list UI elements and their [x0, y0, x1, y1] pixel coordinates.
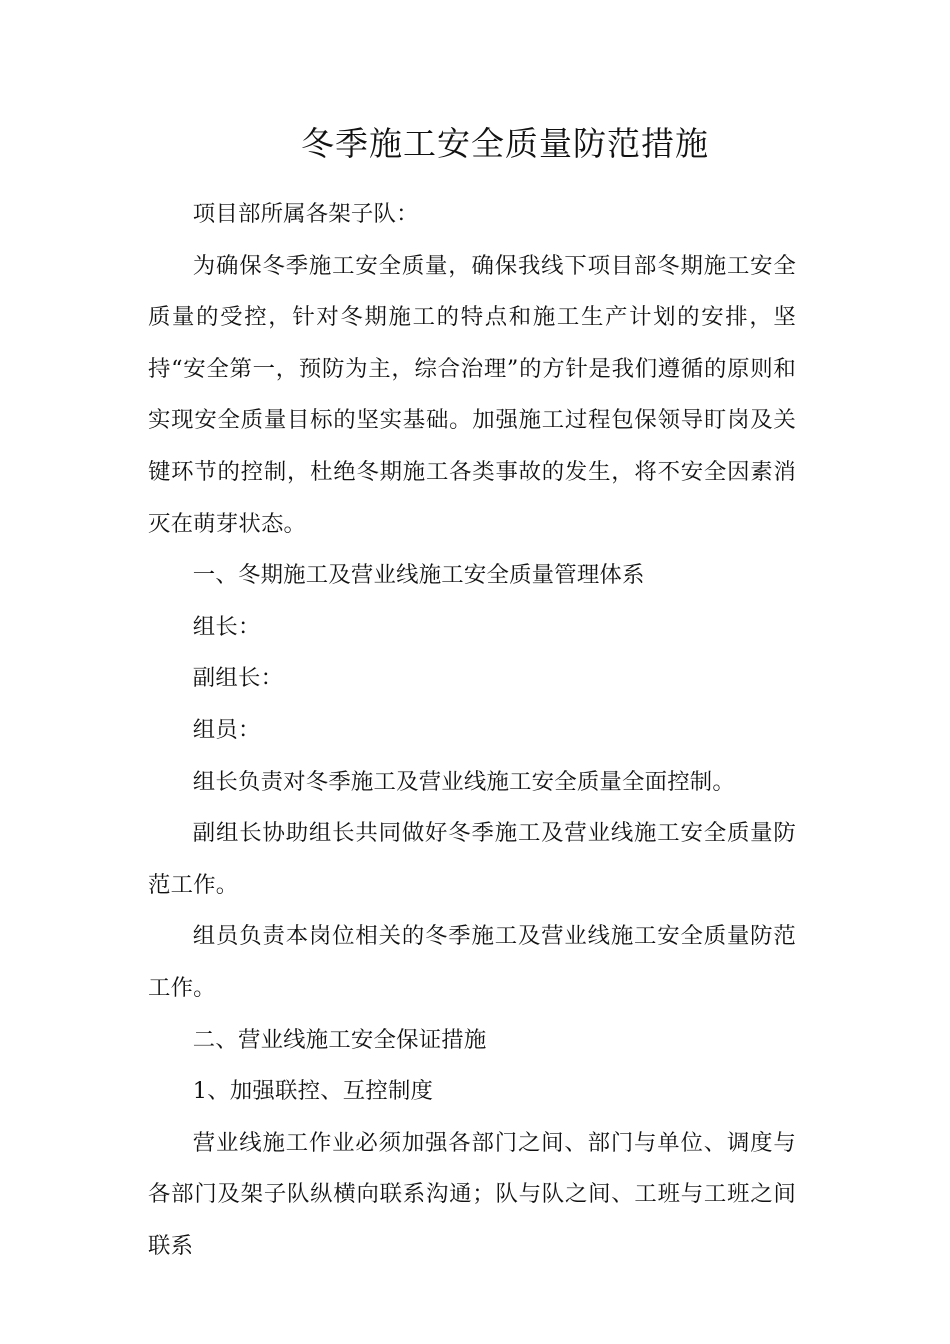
document-body	[148, 189, 796, 1272]
team-members-line: 组员：	[192, 716, 261, 743]
salutation-paragraph: 项目部所属各架子队：	[192, 201, 419, 227]
document-title: 冬季施工安全质量防范措施	[301, 124, 709, 163]
section-heading-2: 二、营业线施工安全保证措施	[192, 1026, 487, 1053]
intro-paragraph: 为确保冬季施工安全质量，确保我线下项目部冬期施工安全质量的受控，针对冬期施工的特点和施工生产计划的安排，坚持“安全第一，预防为主，综合治理”的方针是我们遵循的原则和实现安全质量目标的坚实基础。加强施工过程包保领导盯岗及关键环节的控制，杜绝冬期施工各类事故的发生，将不安全因素消灭在萌芽状态。	[148, 252, 796, 537]
deputy-leader-line: 副组长：	[192, 665, 284, 692]
leader-duty-paragraph: 组长负责对冬季施工及营业线施工安全质量全面控制。	[192, 768, 735, 795]
member-duty-paragraph: 组员负责本岗位相关的冬季施工及营业线施工安全质量防范工作。	[148, 923, 796, 1001]
deputy-duty-paragraph: 副组长协助组长共同做好冬季施工及营业线施工安全质量防范工作。	[148, 820, 796, 898]
subsection-heading-1: 1、加强联控、互控制度	[192, 1078, 434, 1105]
team-leader-line: 组长：	[192, 613, 261, 640]
section-heading-1: 一、冬期施工及营业线施工安全质量管理体系	[192, 562, 645, 589]
coordination-paragraph: 营业线施工作业必须加强各部门之间、部门与单位、调度与各部门及架子队纵横向联系沟通；队与队之间、工班与工班之间联系	[148, 1129, 796, 1259]
